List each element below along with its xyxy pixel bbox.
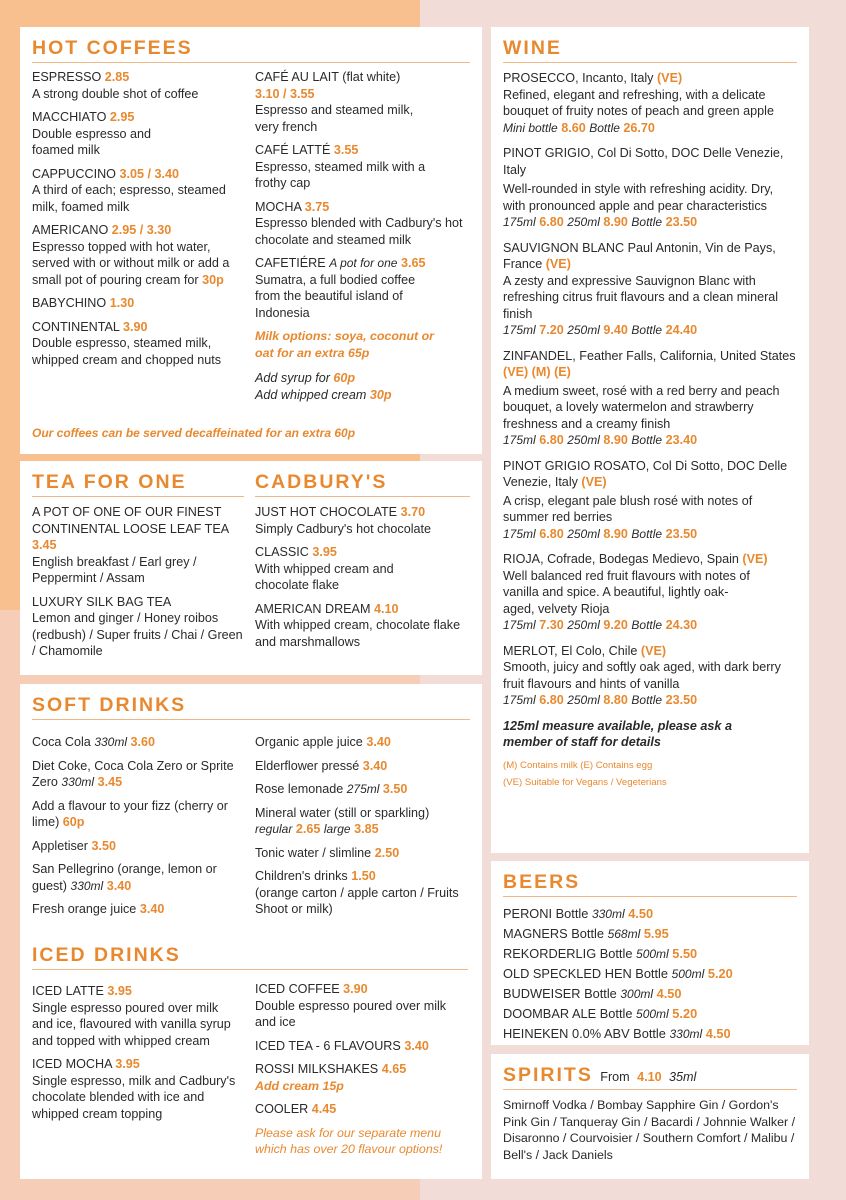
soft-drink-item: Coca Cola 330ml 3.60 [32, 735, 156, 749]
menu-item-babychino: BABYCHINO 1.30 [32, 296, 135, 310]
hot-coffees-right-column [255, 69, 475, 403]
soft-drink-item: Elderflower pressé 3.40 [255, 758, 388, 773]
soft-drink-item: Mineral water (still or sparkling) regular 2.65 large 3.85 [255, 805, 430, 836]
wine-item-sauvignon-blanc: SAUVIGNON BLANC Paul Antonin, Vin de Pays, France (VE) A zesty and expressive Sauvignon Blanc with refreshing citrus fruit flavours and a clean mineral finish 175ml 7.20 250ml 9.40 Bottle 24.40 [503, 240, 779, 337]
whipped-cream-option: Add whipped cream 30p [255, 387, 392, 402]
wine-item-rioja: RIOJA, Cofrade, Bodegas Medievo, Spain (VE) Well balanced red fruit flavours with notes of vanilla and spice. A beautiful, lightly oak-aged, velvety Rioja 175ml 7.30 250ml 9.20 Bottle 24.30 [503, 552, 768, 632]
tea-cadburys-card [20, 461, 482, 675]
spirits-heading [503, 1064, 797, 1090]
tea-title: TEA FOR ONE [32, 471, 244, 497]
wine-list [503, 70, 797, 709]
menu-item-silk-bag-tea: LUXURY SILK BAG TEA Lemon and ginger / Honey roibos (redbush) / Super fruits / Chai / Green / Chamomile [32, 594, 243, 658]
soft-drink-item: Diet Coke, Coca Cola Zero or Sprite Zero 330ml 3.45 [32, 758, 234, 789]
wine-item-zinfandel: ZINFANDEL, Feather Falls, California, United States (VE) (M) (E) A medium sweet, rosé with a red berry and peach bouquet, a lovely watermelon and strawberry freshness and a creamy finish 175ml 6.80 250ml 8.90 Bottle 23.40 [503, 348, 796, 447]
beer-item: PERONI Bottle 330ml 4.50 [503, 906, 654, 921]
wine-item-merlot: MERLOT, El Colo, Chile (VE) Smooth, juicy and softly oak aged, with dark berry fruit flavours and hints of vanilla 175ml 6.80 250ml 8.80 Bottle 23.50 [503, 643, 781, 707]
beer-item: REKORDERLIG Bottle 500ml 5.50 [503, 946, 698, 961]
beer-list [503, 904, 797, 1044]
drinks-card [20, 684, 482, 1179]
menu-item-loose-leaf-tea: A POT OF ONE OF OUR FINEST CONTINENTAL LOOSE LEAF TEA 3.45 English breakfast / Earl grey / Peppermint / Assam [32, 505, 229, 585]
soft-drink-item: Fresh orange juice 3.40 [32, 902, 165, 916]
soft-drink-item: Rose lemonade 275ml 3.50 [255, 782, 408, 796]
soft-drink-item: Add a flavour to your fizz (cherry or lime) 60p [32, 798, 228, 829]
soft-drink-item: San Pellegrino (orange, lemon or guest) 330ml 3.40 [32, 862, 217, 893]
vegan-note: (VE) Suitable for Vegans / Vegeterians [503, 776, 667, 788]
measure-note: 125ml measure available, please ask a member of staff for details [503, 718, 732, 749]
menu-item-espresso: ESPRESSO 2.85 A strong double shot of coffee [32, 70, 199, 101]
soft-drink-item: Children's drinks 1.50 (orange carton / apple carton / Fruits Shoot or milk) [255, 869, 459, 916]
milkshake-menu-note: Please ask for our separate menu which has over 20 flavour options! [255, 1125, 443, 1156]
tea-column [32, 471, 244, 667]
menu-item-iced-mocha: ICED MOCHA 3.95 Single espresso, milk and Cadbury's chocolate blended with ice and whipped cream topping [32, 1057, 236, 1121]
decaf-note: Our coffees can be served decaffeinated for an extra 60p [32, 426, 356, 440]
soft-drink-item: Tonic water / slimline 2.50 [255, 845, 400, 860]
menu-item-iced-tea: ICED TEA - 6 FLAVOURS 3.40 [255, 1038, 429, 1053]
menu-item-cafetiere: CAFETIÉRE A pot for one 3.65 Sumatra, a full bodied coffee from the beautiful island of Indonesia [255, 256, 426, 320]
menu-item-american-dream: AMERICAN DREAM 4.10 With whipped cream, chocolate flake and marshmallows [255, 601, 461, 649]
menu-item-iced-coffee: ICED COFFEE 3.90 Double espresso poured over milk and ice [255, 982, 447, 1029]
menu-item-cafe-au-lait: CAFÉ AU LAIT (flat white) 3.10 / 3.55 Espresso and steamed milk, very french [255, 70, 414, 134]
menu-item-americano: AMERICANO 2.95 / 3.30 Espresso topped with hot water, served with or without milk or add a small pot of pouring cream for 30p [32, 223, 230, 287]
beer-item: OLD SPECKLED HEN Bottle 500ml 5.20 [503, 966, 733, 981]
hot-coffees-card [20, 27, 482, 454]
menu-item-macchiato: MACCHIATO 2.95 Double espresso and foamed milk [32, 110, 152, 157]
beer-item: DOOMBAR ALE Bottle 500ml 5.20 [503, 1006, 698, 1021]
spirits-from-price: 4.10 [637, 1070, 662, 1084]
menu-item-cooler: COOLER 4.45 [255, 1102, 337, 1116]
beer-item: BUDWEISER Bottle 300ml 4.50 [503, 986, 682, 1001]
milk-options-note: Milk options: soya, coconut or oat for an extra 65p [255, 329, 434, 360]
syrup-option: Add syrup for 60p [255, 371, 356, 385]
spirits-from-size: 35ml [669, 1070, 697, 1084]
wine-title: WINE [503, 37, 797, 63]
beer-item: MAGNERS Bottle 568ml 5.95 [503, 926, 669, 941]
menu-item-cappuccino: CAPPUCCINO 3.05 / 3.40 A third of each; espresso, steamed milk, foamed milk [32, 166, 226, 214]
menu-item-classic: CLASSIC 3.95 With whipped cream and chocolate flake [255, 545, 394, 592]
spirits-list: Smirnoff Vodka / Bombay Sapphire Gin / Gordon's Pink Gin / Tanqueray Gin / Bacardi / Johnnie Walker / Disaronno / Courvoisier / Southern Comfort / Malibu / Bell's / Jack Daniels [503, 1098, 796, 1162]
cadburys-title: CADBURY'S [255, 471, 470, 497]
soft-drinks-right-column [255, 734, 470, 925]
spirits-card [491, 1054, 809, 1179]
wine-item-pinot-grigio: PINOT GRIGIO, Col Di Sotto, DOC Delle Venezie, Italy Well-rounded in style with refreshing acidity. Dry, with pronounced apple and pear characteristics 175ml 6.80 250ml 8.90 Bottle 23.50 [503, 146, 784, 229]
wine-card [491, 27, 809, 853]
hot-coffees-left-column [32, 69, 240, 375]
soft-drink-item: Organic apple juice 3.40 [255, 735, 391, 749]
wine-item-pinot-grigio-rosato: PINOT GRIGIO ROSATO, Col Di Sotto, DOC Delle Venezie, Italy (VE) A crisp, elegant pale blush rosé with notes of summer red berries 175ml 6.80 250ml 8.90 Bottle 23.50 [503, 458, 788, 541]
beer-item: HEINEKEN 0.0% ABV Bottle 330ml 4.50 [503, 1026, 731, 1041]
wine-item-prosecco: PROSECCO, Incanto, Italy (VE) Refined, elegant and refreshing, with a delicate bouquet of fruity notes of peach and green apple Mini bottle 8.60 Bottle 26.70 [503, 71, 774, 135]
beers-card [491, 861, 809, 1045]
iced-drinks-left-column [32, 983, 237, 1129]
cadburys-column [255, 471, 470, 657]
menu-item-just-hot-chocolate: JUST HOT CHOCOLATE 3.70 Simply Cadbury's hot chocolate [255, 505, 432, 536]
spirits-from-label: From [600, 1070, 630, 1084]
spirits-title: SPIRITS [503, 1064, 593, 1086]
soft-drinks-title: SOFT DRINKS [32, 694, 470, 720]
menu-item-iced-latte: ICED LATTE 3.95 Single espresso poured over milk and ice, flavoured with vanilla syrup and topped with whipped cream [32, 984, 231, 1048]
beers-title: BEERS [503, 871, 797, 897]
iced-drinks-title: ICED DRINKS [32, 944, 468, 970]
soft-drinks-left-column [32, 734, 237, 925]
menu-item-cafe-latte: CAFÉ LATTÉ 3.55 Espresso, steamed milk with a frothy cap [255, 143, 426, 190]
allergen-note: (M) Contains milk (E) Contains egg [503, 759, 653, 771]
iced-drinks-right-column [255, 981, 470, 1158]
menu-item-continental: CONTINENTAL 3.90 Double espresso, steamed milk, whipped cream and chopped nuts [32, 319, 222, 367]
soft-drink-item: Appletiser 3.50 [32, 838, 117, 853]
menu-item-mocha: MOCHA 3.75 Espresso blended with Cadbury's hot chocolate and steamed milk [255, 199, 463, 247]
menu-item-rossi-milkshakes: ROSSI MILKSHAKES 4.65 Add cream 15p [255, 1062, 407, 1093]
hot-coffees-title: HOT COFFEES [32, 37, 470, 63]
